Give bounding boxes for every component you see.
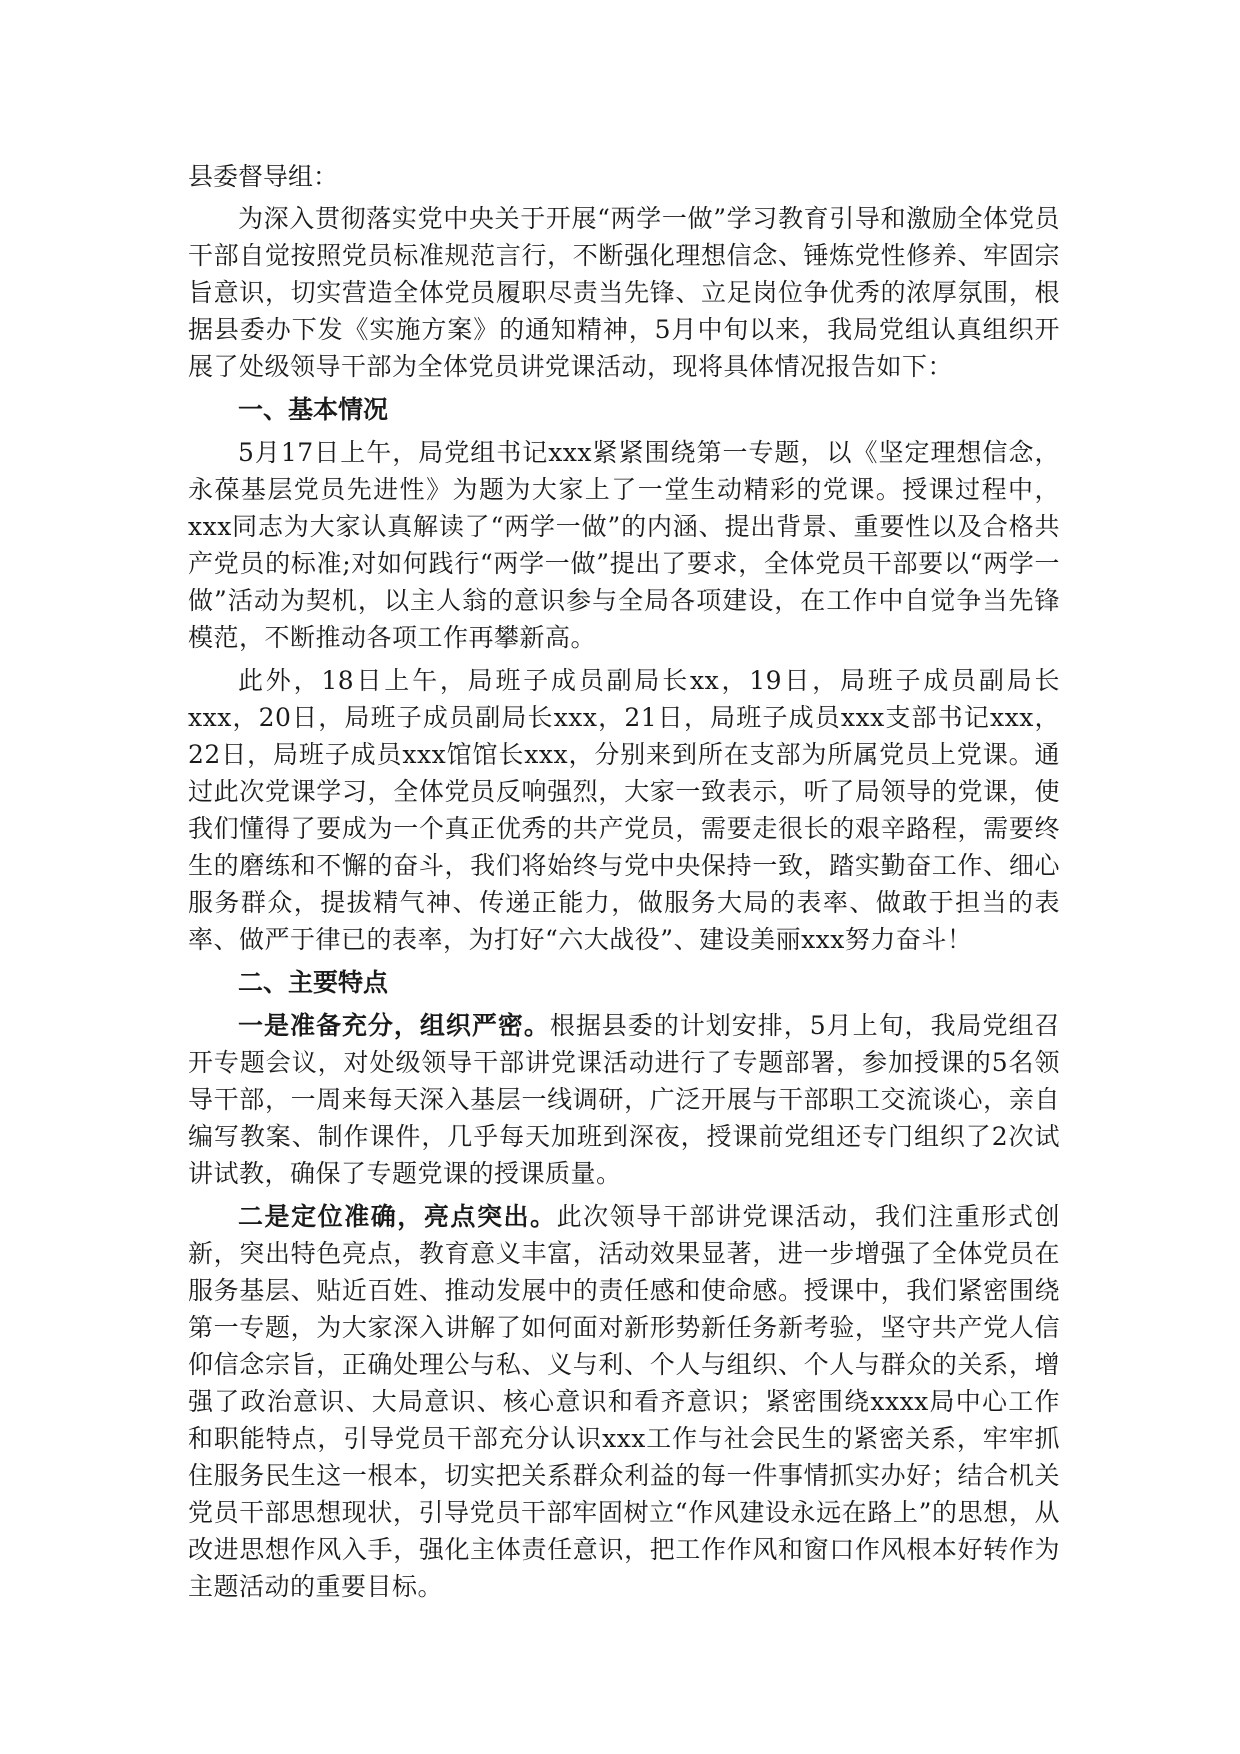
feature-text-1: 根据县委的计划安排，5月上旬，我局党组召开专题会议，对处级领导干部讲党课活动进行了专题部署，参加授课的5名领导干部，一周来每天深入基层一线调研，广泛开展与干部职工交流谈心，亲自编写教案、制作课件，几乎每天加班到深夜，授课前党组还专门组织了2次试讲试教，确保了专题党课的授课质量。	[188, 1011, 1060, 1188]
feature-paragraph-1	[188, 1007, 1060, 1192]
feature-paragraph-2	[188, 1198, 1060, 1605]
feature-lead-2: 二是定位准确，亮点突出。	[238, 1202, 557, 1231]
section-heading-basic: 一、基本情况	[238, 395, 389, 424]
basic-paragraph-1: 5月17日上午，局党组书记xxx紧紧围绕第一专题，以《坚定理想信念，永葆基层党员先进性》为题为大家上了一堂生动精彩的党课。授课过程中，xxx同志为大家认真解读了“两学一做”的内涵、提出背景、重要性以及合格共产党员的标准;对如何践行“两学一做”提出了要求，全体党员干部要以“两学一做”活动为契机，以主人翁的意识参与全局各项建设，在工作中自觉争当先锋模范，不断推动各项工作再攀新高。	[188, 438, 1060, 652]
intro-paragraph: 为深入贯彻落实党中央关于开展“两学一做”学习教育引导和激励全体党员干部自觉按照党员标准规范言行，不断强化理想信念、锤炼党性修养、牢固宗旨意识，切实营造全体党员履职尽责当先锋、立足岗位争优秀的浓厚氛围，根据县委办下发《实施方案》的通知精神，5月中旬以来，我局党组认真组织开展了处级领导干部为全体党员讲党课活动，现将具体情况报告如下：	[188, 204, 1060, 381]
feature-text-2: 此次领导干部讲党课活动，我们注重形式创新，突出特色亮点，教育意义丰富，活动效果显著，进一步增强了全体党员在服务基层、贴近百姓、推动发展中的责任感和使命感。授课中，我们紧密围绕第一专题，为大家深入讲解了如何面对新形势新任务新考验，坚守共产党人信仰信念宗旨，正确处理公与私、义与利、个人与组织、个人与群众的关系，增强了政治意识、大局意识、核心意识和看齐意识；紧密围绕xxxx局中心工作和职能特点，引导党员干部充分认识xxx工作与社会民生的紧密关系，牢牢抓住服务民生这一根本，切实把关系群众利益的每一件事情抓实办好；结合机关党员干部思想现状，引导党员干部牢固树立“作风建设永远在路上”的思想，从改进思想作风入手，强化主体责任意识，把工作作风和窗口作风根本好转作为主题活动的重要目标。	[188, 1202, 1060, 1601]
feature-lead-1: 一是准备充分，组织严密。	[238, 1011, 550, 1040]
basic-paragraph-2: 此外，18日上午，局班子成员副局长xx，19日，局班子成员副局长xxx，20日，局班子成员副局长xxx，21日，局班子成员xxx支部书记xxx，22日，局班子成员xxx馆馆长xxx，分别来到所在支部为所属党员上党课。通过此次党课学习，全体党员反响强烈，大家一致表示，听了局领导的党课，使我们懂得了要成为一个真正优秀的共产党员，需要走很长的艰辛路程，需要终生的磨练和不懈的奋斗，我们将始终与党中央保持一致，踏实勤奋工作、细心服务群众，提拔精气神、传递正能力，做服务大局的表率、做敢于担当的表率、做严于律已的表率，为打好“六大战役”、建设美丽xxx努力奋斗！	[188, 666, 1060, 954]
section-heading-features: 二、主要特点	[238, 968, 389, 997]
salutation: 县委督导组：	[188, 162, 339, 191]
